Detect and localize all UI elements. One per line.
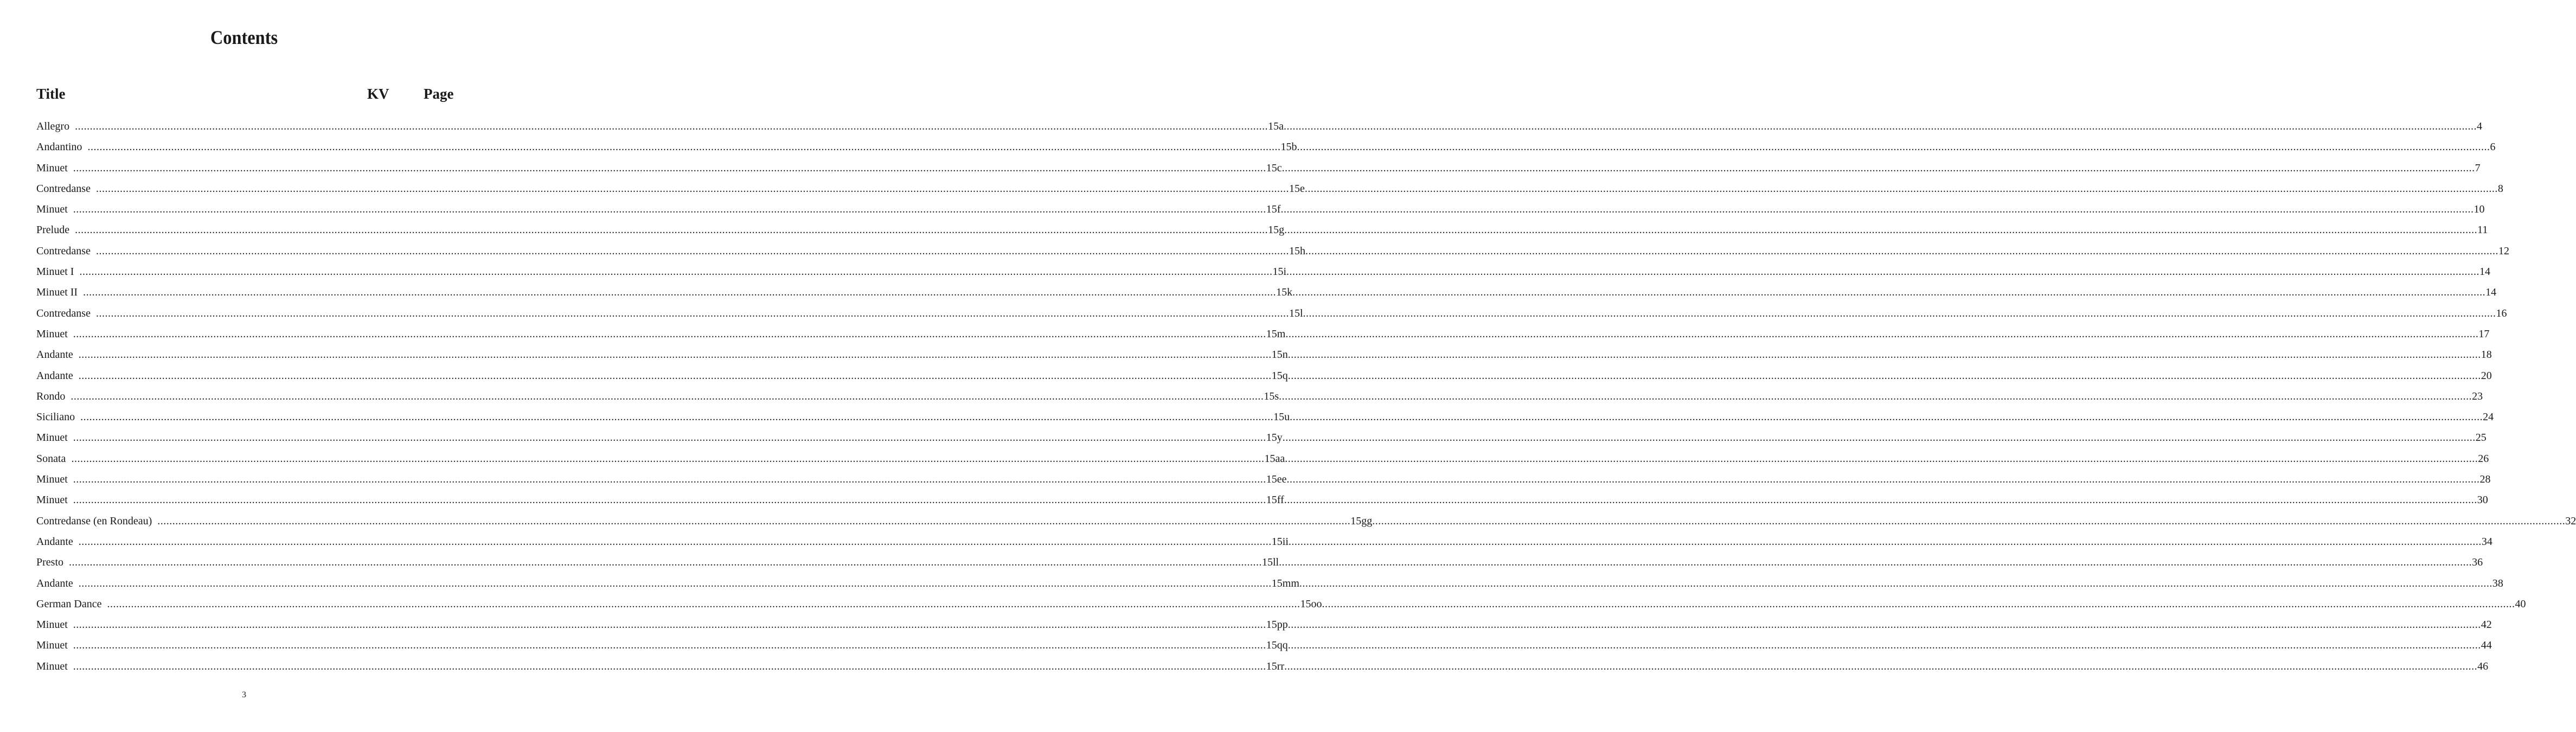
dot-leader: ................................................................................................................................................................................................................................................................................................................................................................................................................ (1283, 120, 2477, 132)
entry-kv: 15ll (1262, 556, 1279, 569)
kv-page-group (1268, 222, 2488, 238)
dot-leader: ................................................................................................................................................................................................................................................................................................................................................................................................................ (1299, 577, 2492, 589)
entry-kv: 15gg (1350, 515, 1373, 527)
entry-page: 20 (2481, 369, 2492, 382)
entry-kv: 15s (1264, 390, 1279, 402)
dot-leader: ................................................................................................................................................................................................................................................................................................................................................................................................................ (1303, 307, 2496, 319)
entry-title: Minuet (36, 639, 68, 652)
dot-leader: ................................................................................................................................................................................................................................................................................................................................................................................................................ (78, 577, 1272, 589)
entry-kv: 15l (1289, 307, 1303, 319)
entry-page: 42 (2481, 619, 2492, 631)
entry-page: 14 (2485, 286, 2497, 299)
toc-entry[interactable] (36, 284, 2497, 305)
toc-entry[interactable] (36, 429, 2487, 450)
dot-leader: ................................................................................................................................................................................................................................................................................................................................................................................................................ (73, 494, 1266, 506)
kv-page-group (1266, 492, 2488, 508)
dot-leader: ................................................................................................................................................................................................................................................................................................................................................................................................................ (1288, 535, 2482, 548)
entry-title: Minuet (36, 619, 68, 631)
toc-entry[interactable] (36, 575, 2503, 596)
table-of-contents (36, 118, 2576, 679)
entry-kv: 15aa (1264, 452, 1285, 465)
dot-leader: ................................................................................................................................................................................................................................................................................................................................................................................................................ (95, 307, 1289, 319)
toc-entry[interactable] (36, 305, 2507, 326)
toc-entry[interactable] (36, 658, 2489, 679)
kv-page-group (1266, 471, 2491, 487)
entry-title: Siciliano (36, 411, 75, 423)
page-column-header: Page (424, 86, 454, 102)
toc-entry[interactable] (36, 243, 2509, 264)
kv-page-group (1266, 326, 2490, 342)
entry-title: Andante (36, 349, 73, 361)
entry-title: Minuet (36, 162, 68, 174)
entry-page: 7 (2475, 162, 2481, 174)
entry-kv: 15h (1289, 245, 1305, 257)
kv-page-group (1289, 181, 2503, 197)
entry-kv: 15qq (1266, 639, 1288, 652)
dot-leader: ................................................................................................................................................................................................................................................................................................................................................................................................................ (1282, 432, 2476, 444)
toc-entry[interactable] (36, 492, 2488, 512)
kv-page-group (1350, 513, 2576, 529)
toc-entry[interactable] (36, 534, 2492, 554)
title-column-header: Title (36, 86, 66, 102)
entry-page: 26 (2478, 452, 2489, 465)
entry-kv: 15u (1273, 411, 1290, 423)
entry-kv: 15pp (1266, 619, 1288, 631)
entry-title: Andante (36, 577, 73, 589)
kv-page-group (1280, 139, 2496, 155)
entry-kv: 15mm (1271, 577, 1299, 589)
dot-leader: ................................................................................................................................................................................................................................................................................................................................................................................................................ (1285, 328, 2479, 340)
kv-page-group (1266, 160, 2481, 176)
entry-kv: 15m (1266, 328, 1286, 340)
entry-title: Andantino (36, 141, 82, 153)
page-title: Contents (210, 27, 278, 48)
dot-leader: ................................................................................................................................................................................................................................................................................................................................................................................................................ (1286, 473, 2480, 486)
kv-page-group (1276, 284, 2497, 300)
kv-page-group (1300, 596, 2526, 612)
entry-page: 30 (2477, 494, 2488, 506)
dot-leader: ................................................................................................................................................................................................................................................................................................................................................................................................................ (73, 432, 1266, 444)
column-headers (0, 86, 488, 105)
kv-page-group (1273, 409, 2494, 425)
dot-leader: ................................................................................................................................................................................................................................................................................................................................................................................................................ (107, 598, 1300, 610)
dot-leader: ................................................................................................................................................................................................................................................................................................................................................................................................................ (75, 120, 1268, 132)
entry-page: 44 (2481, 639, 2492, 652)
dot-leader: ................................................................................................................................................................................................................................................................................................................................................................................................................ (73, 660, 1266, 672)
dot-leader: ................................................................................................................................................................................................................................................................................................................................................................................................................ (1279, 390, 2472, 402)
kv-page-group (1289, 305, 2507, 322)
toc-entry[interactable] (36, 513, 2576, 534)
entry-title: Minuet (36, 203, 68, 216)
dot-leader: ................................................................................................................................................................................................................................................................................................................................................................................................................ (1284, 494, 2477, 506)
entry-page: 23 (2472, 390, 2483, 402)
entry-kv: 15ee (1266, 473, 1287, 486)
dot-leader: ................................................................................................................................................................................................................................................................................................................................................................................................................ (87, 141, 1281, 153)
dot-leader: ................................................................................................................................................................................................................................................................................................................................................................................................................ (1290, 411, 2483, 423)
kv-page-group (1289, 243, 2509, 259)
dot-leader: ................................................................................................................................................................................................................................................................................................................................................................................................................ (1297, 141, 2490, 153)
entry-kv: 15e (1289, 182, 1305, 195)
dot-leader: ................................................................................................................................................................................................................................................................................................................................................................................................................ (69, 556, 1262, 569)
dot-leader: ................................................................................................................................................................................................................................................................................................................................................................................................................ (73, 639, 1266, 652)
dot-leader: ................................................................................................................................................................................................................................................................................................................................................................................................................ (1292, 286, 2486, 299)
dot-leader: ................................................................................................................................................................................................................................................................................................................................................................................................................ (1322, 598, 2515, 610)
toc-entry[interactable] (36, 451, 2489, 471)
dot-leader: ................................................................................................................................................................................................................................................................................................................................................................................................................ (95, 182, 1289, 195)
dot-leader: ................................................................................................................................................................................................................................................................................................................................................................................................................ (1287, 619, 2481, 631)
toc-entry[interactable] (36, 409, 2494, 429)
dot-leader: ................................................................................................................................................................................................................................................................................................................................................................................................................ (71, 452, 1265, 465)
kv-page-group (1266, 201, 2485, 217)
toc-entry[interactable] (36, 139, 2496, 159)
toc-entry[interactable] (36, 368, 2492, 388)
dot-leader: ................................................................................................................................................................................................................................................................................................................................................................................................................ (1372, 515, 2566, 527)
entry-title: Rondo (36, 390, 66, 402)
entry-title: Prelude (36, 224, 70, 236)
entry-page: 6 (2490, 141, 2496, 153)
entry-kv: 15ii (1271, 535, 1289, 548)
kv-page-group (1264, 388, 2483, 404)
kv-page-group (1272, 264, 2490, 280)
kv-page-group (1271, 534, 2492, 550)
entry-page: 34 (2481, 535, 2492, 548)
entry-kv: 15b (1280, 141, 1297, 153)
entry-title: Sonata (36, 452, 66, 465)
entry-kv: 15ff (1266, 494, 1284, 506)
dot-leader: ................................................................................................................................................................................................................................................................................................................................................................................................................ (73, 203, 1266, 216)
kv-page-group (1262, 554, 2483, 570)
entry-page: 46 (2477, 660, 2489, 672)
entry-kv: 15i (1272, 266, 1286, 278)
dot-leader: ................................................................................................................................................................................................................................................................................................................................................................................................................ (1281, 162, 2475, 174)
dot-leader: ................................................................................................................................................................................................................................................................................................................................................................................................................ (95, 245, 1289, 257)
entry-page: 12 (2498, 245, 2509, 257)
dot-leader: ................................................................................................................................................................................................................................................................................................................................................................................................................ (83, 286, 1277, 299)
entry-kv: 15g (1268, 224, 1285, 236)
entry-title: Contredanse (36, 307, 91, 319)
entry-page: 24 (2483, 411, 2494, 423)
toc-entry[interactable] (36, 222, 2488, 242)
kv-page-group (1266, 637, 2492, 653)
kv-page-group (1271, 575, 2503, 592)
dot-leader: ................................................................................................................................................................................................................................................................................................................................................................................................................ (157, 515, 1351, 527)
entry-page: 17 (2478, 328, 2490, 340)
dot-leader: ................................................................................................................................................................................................................................................................................................................................................................................................................ (78, 349, 1272, 361)
entry-page: 11 (2477, 224, 2488, 236)
toc-entry[interactable] (36, 637, 2492, 658)
entry-title: Minuet (36, 473, 68, 486)
toc-entry[interactable] (36, 181, 2503, 201)
toc-entry[interactable] (36, 118, 2482, 139)
dot-leader: ................................................................................................................................................................................................................................................................................................................................................................................................................ (1284, 224, 2478, 236)
entry-kv: 15y (1266, 432, 1283, 444)
entry-title: Minuet II (36, 286, 78, 299)
entry-title: Allegro (36, 120, 70, 132)
toc-entry[interactable] (36, 388, 2483, 409)
dot-leader: ................................................................................................................................................................................................................................................................................................................................................................................................................ (1304, 182, 2498, 195)
entry-title: Andante (36, 535, 73, 548)
toc-entry[interactable] (36, 471, 2491, 492)
entry-page: 14 (2479, 266, 2490, 278)
kv-page-group (1271, 346, 2492, 363)
entry-title: Presto (36, 556, 63, 569)
entry-kv: 15n (1271, 349, 1288, 361)
dot-leader: ................................................................................................................................................................................................................................................................................................................................................................................................................ (71, 390, 1264, 402)
entry-kv: 15f (1266, 203, 1281, 216)
entry-title: Minuet (36, 432, 68, 444)
kv-column-header: KV (367, 86, 389, 102)
page-number: 3 (242, 690, 246, 699)
entry-page: 25 (2475, 432, 2487, 444)
dot-leader: ................................................................................................................................................................................................................................................................................................................................................................................................................ (78, 369, 1272, 382)
kv-page-group (1264, 451, 2489, 467)
entry-page: 16 (2496, 307, 2507, 319)
entry-title: Minuet (36, 494, 68, 506)
toc-entry[interactable] (36, 326, 2490, 346)
entry-page: 40 (2515, 598, 2526, 610)
toc-entry[interactable] (36, 617, 2492, 637)
entry-page: 38 (2492, 577, 2503, 589)
dot-leader: ................................................................................................................................................................................................................................................................................................................................................................................................................ (73, 619, 1266, 631)
dot-leader: ................................................................................................................................................................................................................................................................................................................................................................................................................ (1286, 266, 2479, 278)
entry-kv: 15a (1268, 120, 1284, 132)
entry-title: Minuet (36, 328, 68, 340)
entry-page: 36 (2472, 556, 2483, 569)
entry-title: Minuet (36, 660, 68, 672)
dot-leader: ................................................................................................................................................................................................................................................................................................................................................................................................................ (1287, 639, 2481, 652)
dot-leader: ................................................................................................................................................................................................................................................................................................................................................................................................................ (1285, 452, 2478, 465)
dot-leader: ................................................................................................................................................................................................................................................................................................................................................................................................................ (1284, 660, 2478, 672)
dot-leader: ................................................................................................................................................................................................................................................................................................................................................................................................................ (1287, 349, 2481, 361)
toc-entry[interactable] (36, 596, 2526, 617)
dot-leader: ................................................................................................................................................................................................................................................................................................................................................................................................................ (1279, 556, 2472, 569)
entry-kv: 15oo (1300, 598, 1322, 610)
toc-entry[interactable] (36, 554, 2483, 575)
entry-title: Andante (36, 369, 73, 382)
entry-kv: 15k (1276, 286, 1293, 299)
toc-entry[interactable] (36, 264, 2490, 284)
dot-leader: ................................................................................................................................................................................................................................................................................................................................................................................................................ (1280, 203, 2474, 216)
entry-page: 8 (2497, 182, 2503, 195)
entry-page: 32 (2565, 515, 2576, 527)
toc-entry[interactable] (36, 160, 2481, 181)
entry-kv: 15rr (1266, 660, 1285, 672)
kv-page-group (1266, 658, 2489, 675)
entry-title: Minuet I (36, 266, 74, 278)
entry-kv: 15c (1266, 162, 1282, 174)
entry-page: 18 (2481, 349, 2492, 361)
dot-leader: ................................................................................................................................................................................................................................................................................................................................................................................................................ (1287, 369, 2481, 382)
entry-kv: 15q (1271, 369, 1288, 382)
dot-leader: ................................................................................................................................................................................................................................................................................................................................................................................................................ (79, 266, 1273, 278)
entry-page: 10 (2474, 203, 2485, 216)
entry-page: 4 (2476, 120, 2482, 132)
toc-entry[interactable] (36, 346, 2492, 367)
dot-leader: ................................................................................................................................................................................................................................................................................................................................................................................................................ (78, 535, 1272, 548)
entry-title: Contredanse (36, 182, 91, 195)
toc-entry[interactable] (36, 201, 2485, 222)
dot-leader: ................................................................................................................................................................................................................................................................................................................................................................................................................ (73, 328, 1266, 340)
kv-page-group (1268, 118, 2482, 134)
kv-page-group (1266, 429, 2487, 446)
dot-leader: ................................................................................................................................................................................................................................................................................................................................................................................................................ (75, 224, 1268, 236)
dot-leader: ................................................................................................................................................................................................................................................................................................................................................................................................................ (1305, 245, 2498, 257)
entry-page: 28 (2479, 473, 2491, 486)
kv-page-group (1266, 617, 2492, 633)
entry-title: German Dance (36, 598, 102, 610)
dot-leader: ................................................................................................................................................................................................................................................................................................................................................................................................................ (73, 473, 1266, 486)
entry-title: Contredanse (en Rondeau) (36, 515, 152, 527)
dot-leader: ................................................................................................................................................................................................................................................................................................................................................................................................................ (73, 162, 1266, 174)
dot-leader: ................................................................................................................................................................................................................................................................................................................................................................................................................ (80, 411, 1274, 423)
kv-page-group (1271, 368, 2492, 384)
entry-title: Contredanse (36, 245, 91, 257)
